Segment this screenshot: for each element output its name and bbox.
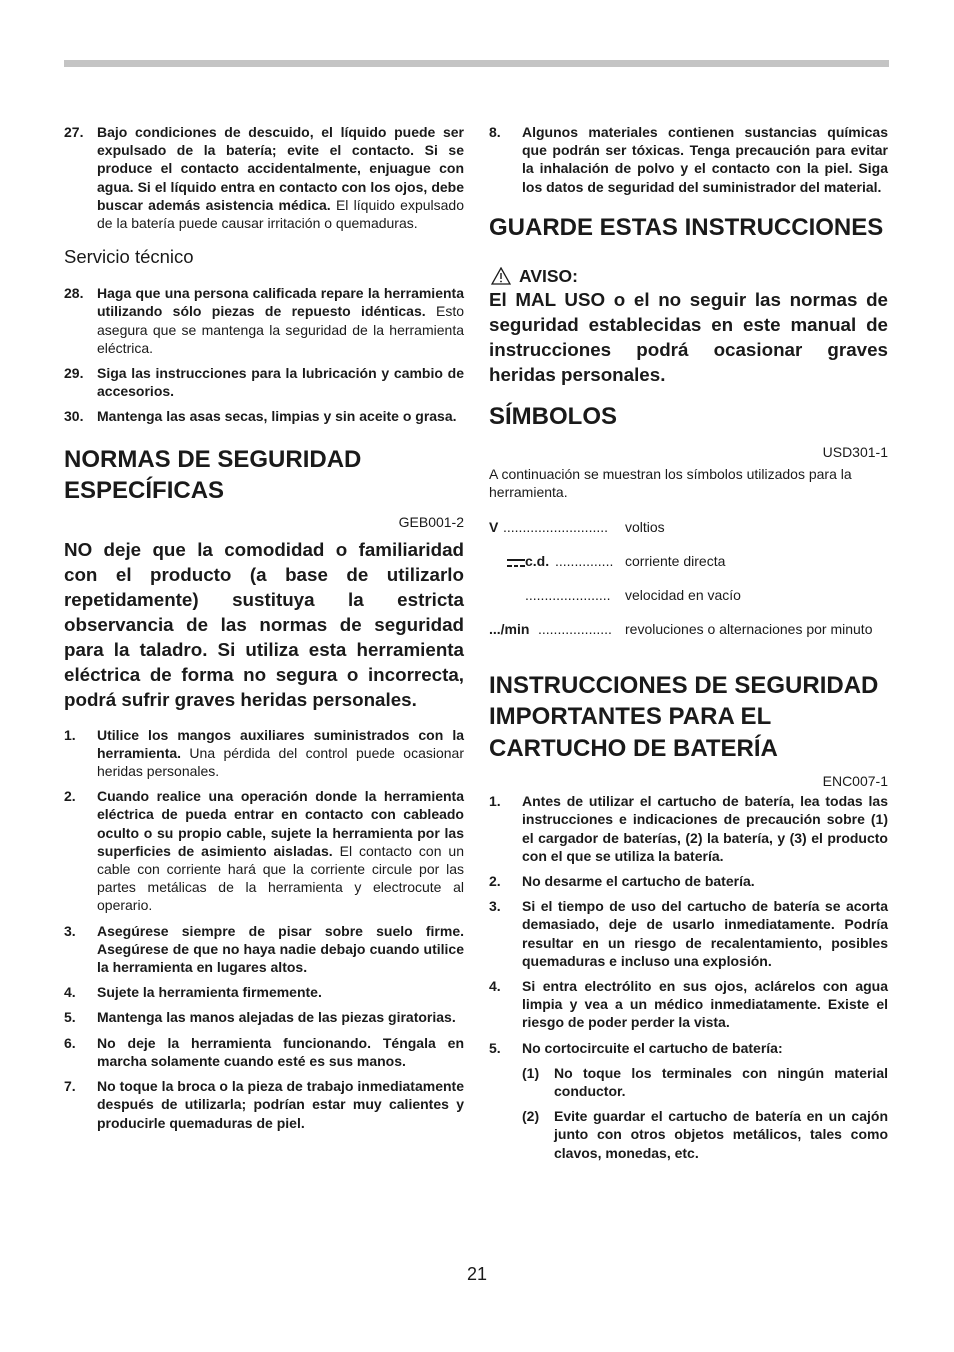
aviso-label: AVISO:: [489, 265, 888, 287]
aviso-text: El MAL USO o el no seguir las normas de seguridad establecidas en este manual de instrucciones podrá ocasionar graves heridas personales.: [489, 289, 888, 386]
heading-guarde-instrucciones: GUARDE ESTAS INSTRUCCIONES: [489, 213, 884, 241]
battery-item-5: 5. No cortocircuite el cartucho de batería:: [489, 1039, 783, 1056]
symbols-intro: A continuación se muestran los símbolos utilizados para la herramienta.: [489, 465, 852, 501]
symbol-row-volts: V ........................... voltios: [489, 518, 665, 535]
code-enc007: ENC007-1: [822, 773, 888, 790]
specific-item-3: 3. Asegúrese siempre de pisar sobre suelo firme. Asegúrese de que no haya nadie debajo cuando utilice la herramienta en lugares altos.: [64, 922, 464, 976]
list-item-27: 27. Bajo condiciones de descuido, el líquido puede ser expulsado de la batería; evite el contacto. Si se produce el contacto accidentalmente, enjuague con agua. Si el líquido entra en contacto con los ojos, debe buscar además asistencia médica. El líquido expulsado de la batería puede causar irritación o quemaduras.: [64, 124, 464, 232]
battery-subitem-1: (1) No toque los terminales con ningún material conductor.: [522, 1064, 888, 1099]
right-column: [489, 123, 888, 1169]
symbol-row-dc: c.d. ............... corriente directa: [489, 552, 888, 570]
heading-normas-especificas: NORMAS DE SEGURIDAD ESPECÍFICAS: [64, 445, 362, 505]
battery-item-2: 2. No desarme el cartucho de batería.: [489, 872, 755, 889]
specific-item-1: 1. Utilice los mangos auxiliares suministrados con la herramienta. Una pérdida del control puede ocasionar heridas personales.: [64, 726, 464, 780]
symbol-row-no-load-speed: ...................... velocidad en vacío: [525, 586, 741, 603]
specific-item-8: 8. Algunos materiales contienen sustancias químicas que podrán ser tóxicas. Tenga precaución para evitar la inhalación de polvo y el contacto con la piel. Siga los datos de seguridad del suministrador del material.: [489, 124, 888, 195]
code-usd301: USD301-1: [822, 443, 888, 460]
list-item-29: 29. Siga las instrucciones para la lubricación y cambio de accesorios.: [64, 365, 464, 400]
page-number: 21: [466, 1264, 488, 1284]
battery-item-4: 4. Si entra electrólito en sus ojos, aclárelos con agua limpia y vea a un médico inmediatamente. Existe el riesgo de poder perder la vista.: [489, 977, 888, 1031]
battery-item-3: 3. Si el tiempo de uso del cartucho de batería se acorta demasiado, deje de usarlo inmediatamente. Podría resultar en un riesgo de recalentamiento, posibles quemaduras e incluso una explosión.: [489, 898, 888, 969]
warning-triangle-icon: [491, 267, 511, 285]
specific-item-7: 7. No toque la broca o la pieza de trabajo inmediatamente después de utilizarla; podrían estar muy calientes y producirle quemaduras de piel.: [64, 1078, 464, 1131]
symbol-row-per-minute: .../min ................... revoluciones o alternaciones por minuto: [489, 620, 873, 637]
left-column: [64, 123, 464, 1139]
battery-subitem-2: (2) Evite guardar el cartucho de batería en un cajón junto con otros objetos metálicos, tales como clavos, monedas, etc.: [522, 1108, 888, 1161]
specific-item-2: 2. Cuando realice una operación donde la herramienta eléctrica de pueda entrar en contacto con cableado oculto o su propio cable, sujete la herramienta por las superficies de asimiento aisladas. El contacto con un cable con corriente hará que la corriente circule por las partes metálicas de la herramienta y electrocute al operario.: [64, 788, 465, 914]
heading-instrucciones-bateria: INSTRUCCIONES DE SEGURIDAD IMPORTANTES PARA EL CARTUCHO DE BATERÍA: [489, 671, 879, 762]
header-rule: [64, 60, 889, 67]
code-geb001: GEB001-2: [398, 513, 464, 530]
specific-item-4: 4. Sujete la herramienta firmemente.: [64, 984, 322, 1001]
direct-current-icon: [507, 558, 525, 568]
specific-item-6: 6. No deje la herramienta funcionando. Téngala en marcha solamente cuando esté es sus manos.: [64, 1034, 464, 1069]
lead-warning-paragraph: NO deje que la comodidad o familiaridad con el producto (a base de utilizarlo repetidamente) sustituya la estricta observancia de las normas de seguridad para la taladro. Si utiliza esta herramienta eléctrica de forma no segura o incorrecta, podrá sufrir graves heridas personales.: [64, 538, 464, 710]
list-item-30: 30. Mantenga las asas secas, limpias y sin aceite o grasa.: [64, 408, 457, 425]
section-heading-servicio: Servicio técnico: [64, 246, 194, 268]
heading-simbolos: SÍMBOLOS: [489, 403, 618, 431]
list-item-28: 28. Haga que una persona calificada repare la herramienta utilizando sólo piezas de repuesto idénticas. Esto asegura que se mantenga la seguridad de la herramienta eléctrica.: [64, 285, 464, 356]
battery-item-1: 1. Antes de utilizar el cartucho de batería, lea todas las instrucciones e indicaciones de precaución sobre (1) el cargador de baterías, (2) la batería, y (3) el producto con el que se utiliza la batería.: [489, 793, 888, 864]
specific-item-5: 5. Mantenga las manos alejadas de las piezas giratorias.: [64, 1009, 456, 1026]
